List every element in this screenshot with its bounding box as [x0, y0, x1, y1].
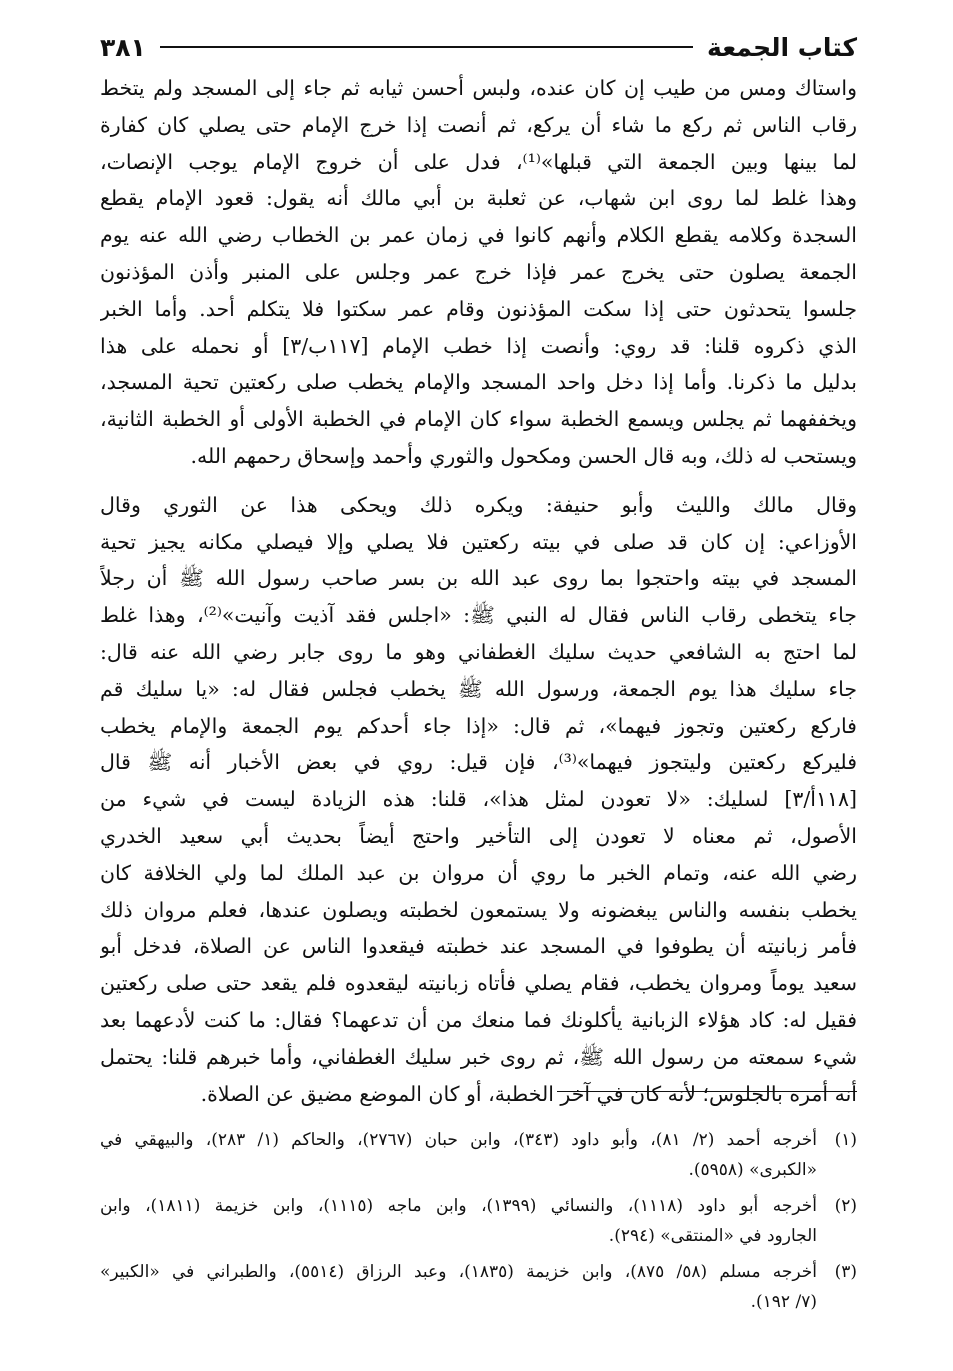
- footnotes: [100, 1125, 857, 1323]
- text-line: السجدة وكلامه يقطع الكلام وأنهم كانوا في زمان عمر بن الخطاب رضي الله عنه يوم: [100, 223, 857, 248]
- footnote-line: أخرجه أحمد (٢/ ٨١)، وأبو داود (٣٤٣)، وابن حبان (٢٧٦٧)، والحاكم (١/ ٢٨٣)، والبيهقي في: [100, 1130, 817, 1150]
- main-text: [100, 70, 857, 1112]
- text-line: فليركع ركعتين وليتجوز فيهما»⁽³⁾، فإن قيل: روي في بعض الأخبار أنه ﷺ قال: [100, 750, 857, 775]
- footnote-divider: [557, 1091, 857, 1092]
- paragraph-2: [100, 487, 857, 1113]
- text-line: لما احتج به الشافعي حديث سليك الغطفاني وهو ما روى جابر رضي الله عنه قال:: [100, 639, 857, 664]
- text-line: ويستحب له ذلك، وبه قال الحسن ومكحول والثوري وأحمد وإسحاق رحمهم الله.: [190, 443, 857, 468]
- text-line: الأصول، ثم معناه لا تعودن إلى التأخير واحتج أيضاً بحديث أبي سعيد الخدري: [100, 823, 857, 848]
- text-line: وهذا غلط لما روى ابن شهاب، عن ثعلبة بن أبي مالك أنه يقول: قعود الإمام يقطع: [100, 186, 857, 211]
- footnote-2: [100, 1191, 857, 1251]
- text-line: المسجد في بيته واحتجوا بما روى عبد الله بن بسر صاحب رسول الله ﷺ أن رجلاً: [100, 566, 857, 591]
- running-header: [100, 28, 857, 66]
- text-line: جاء سليك هذا يوم الجمعة، ورسول الله ﷺ يخطب فجلس فقال له: «يا سليك قم: [100, 676, 857, 701]
- footnote-line: أخرجه أبو داود (١١١٨)، والنسائي (١٣٩٩)، وابن ماجه (١١١٥)، وابن خزيمة (١٨١١)، وابن: [100, 1196, 817, 1216]
- text-line: جاء يتخطى رقاب الناس فقال له النبي ﷺ: «اجلس فقد آذيت وآنيت»⁽²⁾، وهذا غلط: [100, 603, 857, 628]
- footnote-text: [100, 1125, 817, 1185]
- page-number: ٣٨١: [100, 32, 146, 62]
- text-line: الذي ذكروه قلنا: قد روي: وأنصت إذا خطب الإمام [١١٧ب/٣] أو نحمله على هذا: [100, 333, 857, 358]
- text-line: رضي الله عنه، وتمام الخبر ما روي أن مروان بن عبد الملك لما ولي الخلافة كان: [100, 860, 857, 885]
- text-line: شيء سمعته من رسول الله ﷺ، ثم روى خبر سليك الغطفاني، وأما خبرهم قلنا: يحتمل: [100, 1044, 857, 1069]
- text-line: بدليل ما ذكرنا. وأما إذا دخل واحد المسجد والإمام يخطب صلى ركعتين تحية المسجد،: [100, 370, 857, 395]
- footnote-number: (٣): [834, 1262, 857, 1282]
- footnote-number: (٢): [834, 1196, 857, 1216]
- text-line: لما بينها وبين الجمعة التي قبلها»⁽¹⁾، فدل على أن خروج الإمام يوجب الإنصات،: [100, 149, 857, 174]
- footnote-line: الجارود في «المنتقى» (٢٩٤).: [608, 1226, 817, 1246]
- text-line: فأمر زبانيته أن يطوفوا في المسجد عند خطبته فيقعدوا الناس عن الصلاة، فدخل أبو: [100, 934, 857, 959]
- footnote-text: [100, 1191, 817, 1251]
- footnote-1: [100, 1125, 857, 1185]
- footnote-number: (١): [834, 1130, 857, 1150]
- text-line: جلسوا يتحدثون حتى إذا سكت المؤذنون وقام عمر سكتوا فلا يتكلم أحد. وأما الخبر: [100, 296, 857, 321]
- header-rule: [160, 46, 693, 48]
- paragraph-1: [100, 70, 857, 475]
- text-line: يخطب بنفسه والناس يبغضونه ولا يستمعون لخطبته ويصلون عندها، فعلم مروان ذلك: [100, 897, 857, 922]
- footnote-3: [100, 1257, 857, 1317]
- text-line: فاركع ركعتين وتجوز فيهما»، ثم قال: «إذا جاء أحدكم يوم الجمعة والإمام يخطب: [100, 713, 857, 738]
- text-line: الأوزاعي: إن كان قد صلى في بيته ركعتين فلا يصلي وإلا فيصلي مكانه يجيز تحية: [100, 529, 857, 554]
- book-title: كتاب الجمعة: [707, 32, 857, 62]
- text-line: فقيل له: كاد هؤلاء الزبانية يأكلونك فما منعك من أن تدعهما؟ فقال: ما كنت لأدعهما بعد: [100, 1007, 857, 1032]
- footnote-line: «الكبرى» (٥٩٥٨).: [688, 1160, 817, 1180]
- text-line: رقاب الناس ثم ركع ما شاء أن يركع، ثم أنصت إذا خرج الإمام حتى يصلي كان كفارة: [100, 112, 857, 137]
- text-line: وقال مالك والليث وأبو حنيفة: ويكره ذلك ويحكى هذا عن الثوري وقال: [100, 492, 857, 517]
- footnote-line: (٧/ ١٩٢).: [750, 1292, 817, 1312]
- text-line: الجمعة يصلون حتى يخرج عمر فإذا خرج عمر وجلس على المنبر وأذن المؤذنون: [100, 259, 857, 284]
- text-line: سعيد يوماً ومروان يخطب، فقام يصلي فأتاه زبانيته ليقعدوه فلم يقعد حتى صلى ركعتين: [100, 971, 857, 996]
- footnote-line: أخرجه مسلم (٥٨/ ٨٧٥)، وابن خزيمة (١٨٣٥)، وعبد الرزاق (٥٥١٤)، والطبراني في «الكبير»: [100, 1262, 817, 1282]
- text-line: واستاك ومس من طيب إن كان عنده، ولبس أحسن ثيابه ثم جاء إلى المسجد ولم يتخط: [100, 76, 857, 100]
- text-line: [١١٨أ/٣] لسليك: «لا تعودن لمثل هذا»، قلنا: هذه الزيادة ليست في شيء من: [100, 787, 857, 812]
- text-line: ويخففهما ثم يجلس ويسمع الخطبة سواء كان الإمام في الخطبة الأولى أو الخطبة الثانية،: [100, 407, 857, 432]
- text-line: أنه أمره بالجلوس؛ لأنه كان في آخر الخطبة، أو كان الموضع مضيق عن الصلاة.: [200, 1081, 857, 1106]
- footnote-text: [100, 1257, 817, 1317]
